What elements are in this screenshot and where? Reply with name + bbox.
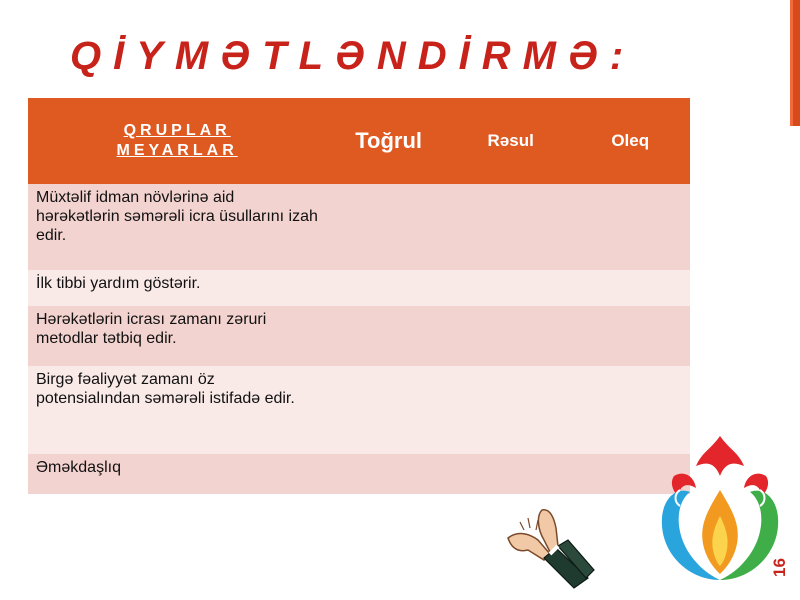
- criteria-label: MEYARLAR: [116, 142, 238, 159]
- page-number: 16: [770, 558, 789, 578]
- table-row: [28, 270, 690, 306]
- score-cell[interactable]: [326, 366, 451, 454]
- score-cell[interactable]: [451, 270, 571, 306]
- score-cell[interactable]: [451, 306, 571, 366]
- score-cell[interactable]: [451, 184, 571, 270]
- criterion-cell: İlk tibbi yardım göstərir.: [36, 275, 201, 292]
- slide-title: QİYMƏTLƏNDİRMƏ:: [70, 34, 636, 78]
- col-header-resul: Rəsul: [487, 131, 534, 150]
- table-row: [28, 306, 690, 366]
- score-cell[interactable]: [570, 306, 690, 366]
- table-row: [28, 184, 690, 270]
- score-cell[interactable]: [451, 366, 571, 454]
- table-header: [28, 98, 690, 184]
- score-cell[interactable]: [570, 270, 690, 306]
- score-cell[interactable]: [570, 184, 690, 270]
- criterion-cell: Müxtəlif idman növlərinə aid hərəkətlərin səmərəli icra üsullarını izah edir.: [36, 189, 318, 244]
- score-cell[interactable]: [451, 454, 571, 494]
- flame-logo-icon: [650, 430, 790, 595]
- clapping-hands-icon: [498, 500, 598, 590]
- evaluation-table: [28, 98, 690, 494]
- groups-label: QRUPLAR: [123, 122, 231, 139]
- score-cell[interactable]: [326, 184, 451, 270]
- score-cell[interactable]: [326, 270, 451, 306]
- col-header-oleq: Oleq: [611, 131, 650, 150]
- criterion-cell: Əməkdaşlıq: [36, 459, 121, 476]
- col-header-togrul: Toğrul: [355, 128, 422, 153]
- table-row: [28, 366, 690, 454]
- decorative-side-band-accent: [790, 0, 793, 126]
- criterion-cell: Birgə fəaliyyət zamanı öz potensialından səmərəli istifadə edir.: [36, 371, 295, 407]
- table-row: [28, 454, 690, 494]
- groups-criteria-header: [28, 98, 326, 184]
- score-cell[interactable]: [326, 306, 451, 366]
- score-cell[interactable]: [326, 454, 451, 494]
- criterion-cell: Hərəkətlərin icrası zamanı zəruri metodlar tətbiq edir.: [36, 311, 267, 347]
